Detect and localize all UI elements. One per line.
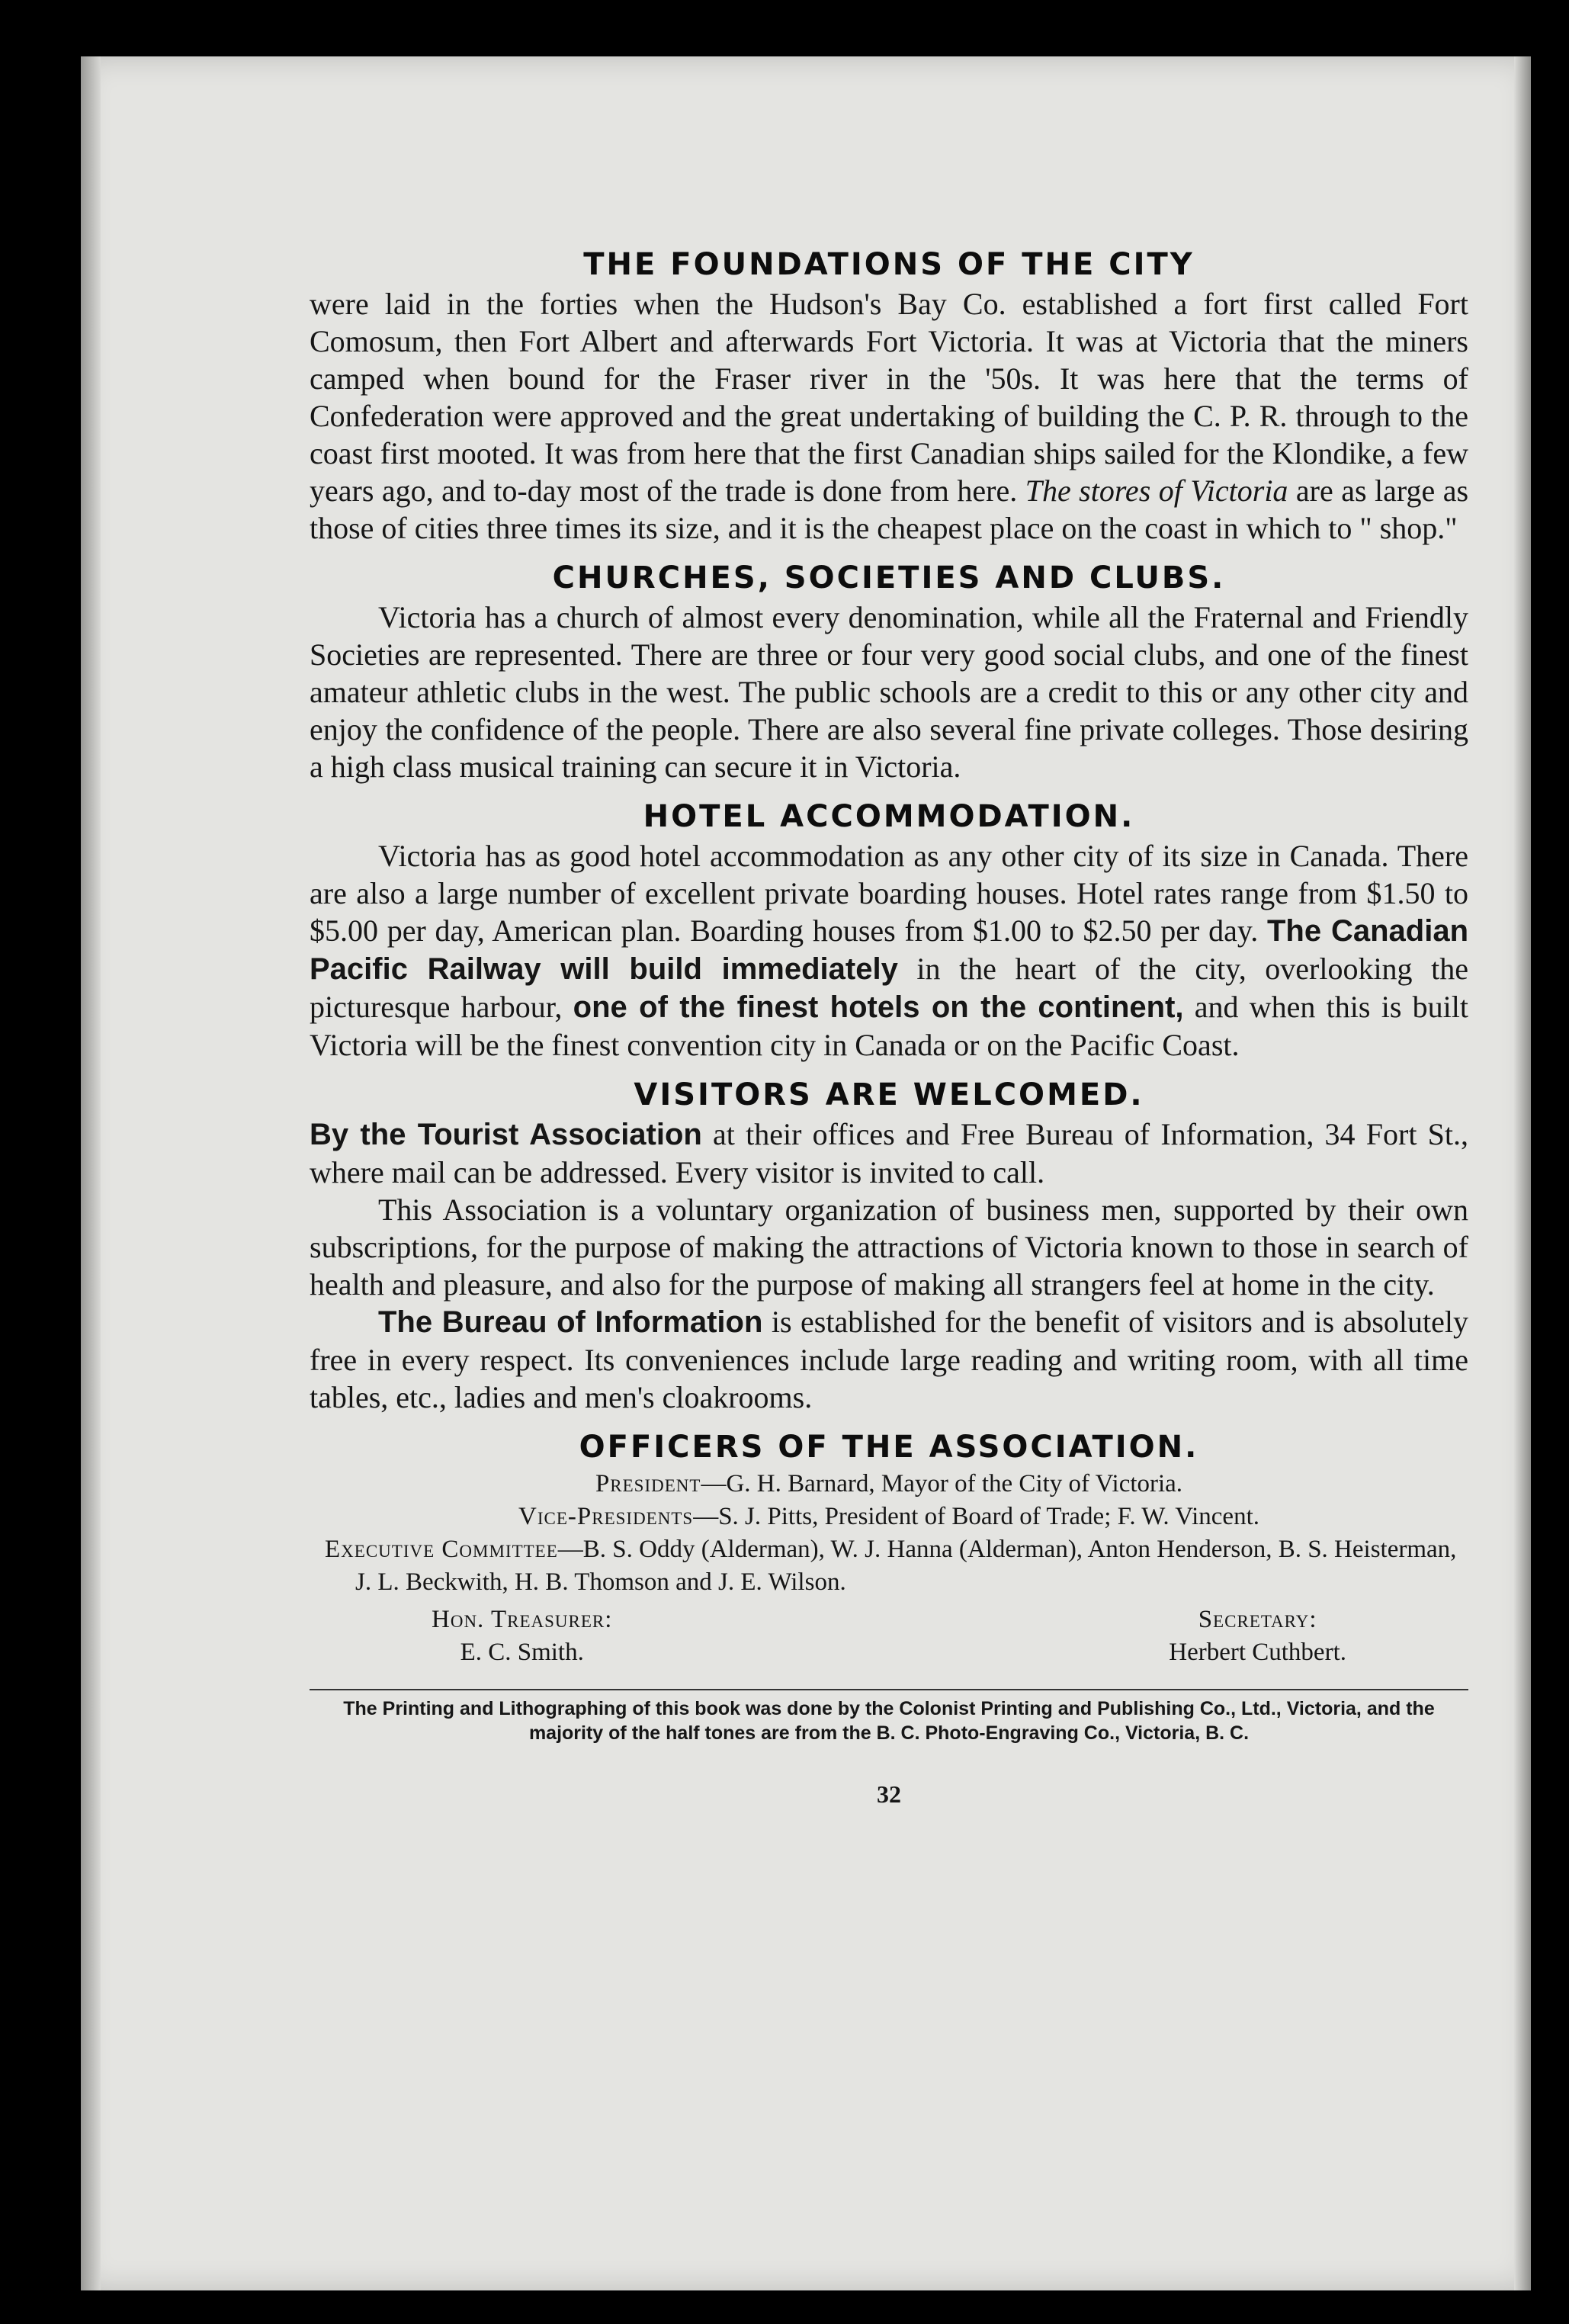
president-text: —G. H. Barnard, Mayor of the City of Victoria. — [701, 1470, 1183, 1497]
treasurer-block — [432, 1603, 612, 1669]
paragraph-visitors-a — [310, 1115, 1468, 1191]
secretary-title: Secretary: — [1198, 1606, 1317, 1633]
treasurer-title: Hon. Treasurer: — [432, 1606, 613, 1633]
paragraph-visitors-b: This Association is a voluntary organization of business men, supported by their own subscriptions, for the purpose of making the attractions of Victoria known to those in search of health and pleasure, and also for the purpose of making all strangers feel at home in the city. — [310, 1192, 1468, 1302]
visitors-bold-a: By the Tourist Association — [310, 1118, 702, 1151]
heading-churches: CHURCHES, SOCIETIES AND CLUBS. — [552, 560, 1226, 595]
printing-credit: The Printing and Lithographing of this book was done by the Colonist Printing and Publishing Co., Ltd., Victoria, and the majority of the half tones are from the B. C. Photo-Engraving Co., Victoria, B. C. — [343, 1698, 1435, 1744]
officer-vice-presidents — [310, 1501, 1468, 1533]
visitors-bold-c: The Bureau of Information — [378, 1305, 763, 1339]
visitors-text-a: at their offices and Free Bureau of Information, 34 Fort St., where mail can be addressed. Every visitor is invited to call. — [310, 1117, 1468, 1189]
secretary-name: Herbert Cuthbert. — [1169, 1639, 1346, 1666]
hotel-bold-b: one of the finest hotels on the continent, — [573, 990, 1184, 1024]
heading-officers: OFFICERS OF THE ASSOCIATION. — [579, 1430, 1199, 1465]
footer-divider — [310, 1689, 1468, 1690]
vp-text: —S. J. Pitts, President of Board of Trade; F. W. Vincent. — [693, 1503, 1259, 1530]
hotel-text-b: in the heart of the city, overlooking the picturesque harbour, — [310, 952, 1468, 1024]
treasurer-name: E. C. Smith. — [460, 1639, 584, 1666]
foundations-text-a: were laid in the forties when the Hudson's Bay Co. established a fort first called Fort Comosum, then Fort Albert and afterwards Fort Victoria. It was at Victoria that the miners camped when bound for the Fraser river in the '50s. It was here that the terms of Confederation were approved and the great undertaking of building the C. P. R. through to the coast first mooted. It was from here that the first Canadian ships sailed for the Klondike, a few years ago, and to-day most of the trade is done from here. — [310, 287, 1468, 508]
foundations-text-b: are as large as those of cities three times its size, and it is the cheapest place on the coast in which to " shop." — [310, 473, 1469, 545]
vp-title: Vice-Presidents — [518, 1503, 694, 1530]
visitors-text-c: is established for the benefit of visitors and is absolutely free in every respect. Its conveniences include large reading and writing room, with all time tables, etc., ladies and men's cloakrooms. — [310, 1305, 1469, 1414]
hotel-text-c: and when this is built Victoria will be the finest convention city in Canada or on the Pacific Coast. — [310, 990, 1468, 1062]
paragraph-hotel — [310, 837, 1468, 1064]
officers-list — [310, 1468, 1468, 1669]
page-number: 32 — [877, 1780, 901, 1808]
exec-text: —B. S. Oddy (Alderman), W. J. Hanna (Alderman), Anton Henderson, B. S. Heisterman, J. L. Beckwith, H. B. Thomson and J. E. Wilson. — [355, 1536, 1457, 1596]
foundations-italic: The stores of Victoria — [1025, 473, 1288, 508]
exec-title: Executive Committee — [325, 1536, 558, 1563]
scanned-page — [81, 56, 1531, 2290]
heading-foundations: THE FOUNDATIONS OF THE CITY — [583, 247, 1195, 282]
paragraph-foundations — [310, 285, 1468, 547]
heading-visitors: VISITORS ARE WELCOMED. — [634, 1077, 1144, 1112]
officer-executive-committee — [325, 1533, 1468, 1599]
paragraph-visitors-c — [310, 1303, 1468, 1416]
paragraph-churches: Victoria has a church of almost every denomination, while all the Fraternal and Friendly Societies are represented. There are three or four very good social clubs, and one of the finest amateur athletic clubs in the west. The public schools are a credit to this or any other city and enjoy the confidence of the people. There are also several fine private colleges. Those desiring a high class musical training can secure it in Victoria. — [310, 600, 1468, 784]
page-content — [310, 247, 1468, 1809]
president-title: President — [595, 1470, 701, 1497]
secretary-block — [1169, 1603, 1346, 1669]
officer-president — [310, 1468, 1468, 1501]
hotel-text-a: Victoria has as good hotel accommodation as any other city of its size in Canada. There are also a large number of excellent private boarding houses. Hotel rates range from $1.50 to $5.00 per day, American plan. Boarding houses from $1.00 to $2.50 per day. — [310, 839, 1468, 948]
hotel-bold-a: The Canadian Pacific Railway will build immediately — [310, 914, 1469, 986]
heading-hotel: HOTEL ACCOMMODATION. — [643, 799, 1135, 834]
treasurer-secretary-row — [432, 1603, 1346, 1669]
